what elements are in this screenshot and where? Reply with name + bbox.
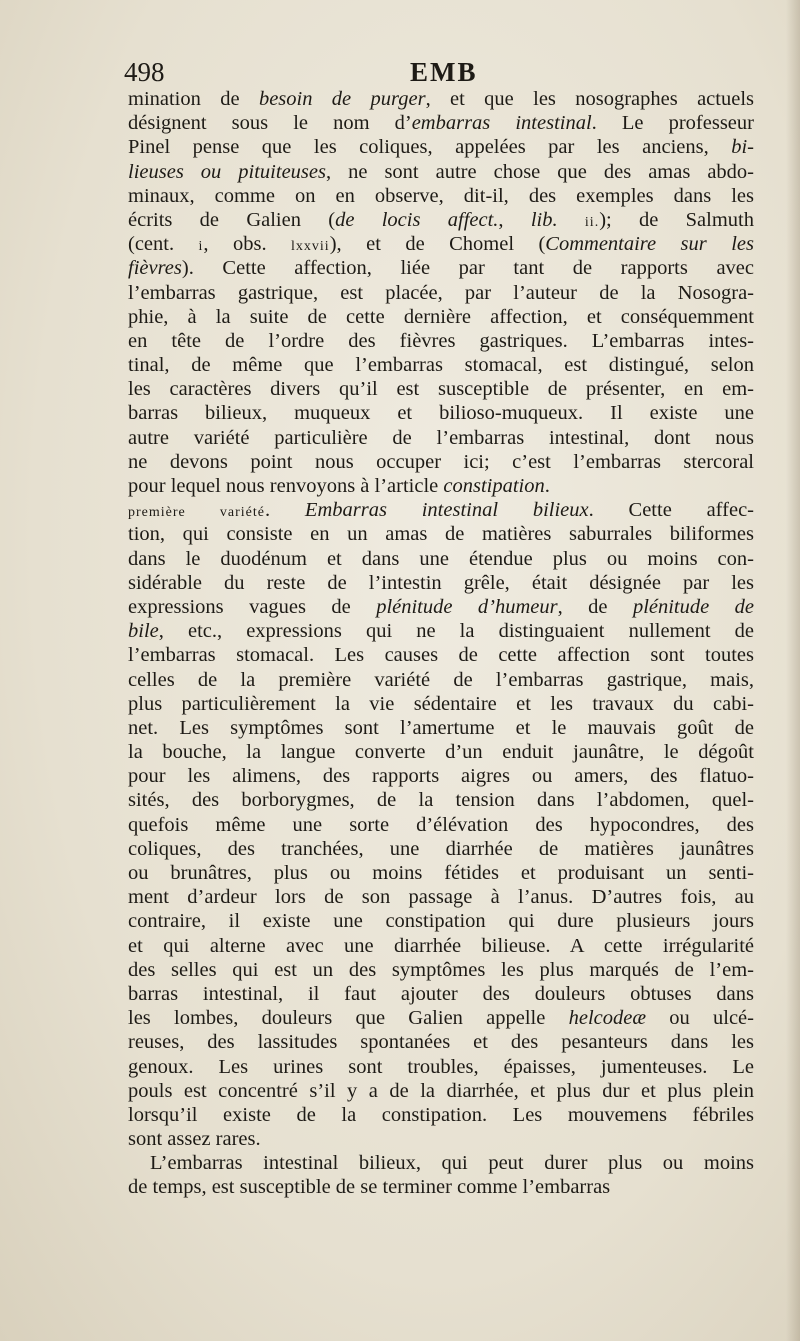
text-span: dans le duodénum et dans une étendue plus ou moins con-: [128, 547, 754, 570]
text-span: reuses, des lassitudes spontanées et des pesanteurs dans les: [128, 1031, 754, 1054]
text-line: [128, 692, 754, 716]
text-span: , de: [557, 595, 633, 618]
text-line: [128, 111, 754, 135]
text-span: sités, des borborygmes, de la tension dans l’abdomen, quel-: [128, 789, 754, 812]
text-span: des selles qui est un des symptômes les plus marqués de l’em-: [128, 958, 754, 981]
text-line: [128, 740, 754, 764]
text-span: , et que les nosographes actuels: [425, 88, 754, 110]
italic-text: fièvres: [128, 257, 182, 280]
text-line: [128, 788, 754, 812]
text-line: [128, 329, 754, 353]
italic-text: bi-: [731, 136, 754, 159]
text-span: sidérable du reste de l’intestin grêle, était désignée par les: [128, 571, 754, 594]
text-span: Pinel pense que les coliques, appelées par les anciens,: [128, 136, 732, 159]
italic-text: lieuses ou pituiteuses: [128, 160, 326, 183]
text-line: [128, 861, 754, 885]
text-span: [558, 209, 585, 231]
text-span: . Le professeur: [591, 112, 754, 135]
text-line: [128, 668, 754, 692]
text-line: [128, 643, 754, 667]
page-number: 498: [124, 57, 165, 87]
text-line: [128, 87, 754, 111]
italic-text: Embarras intestinal bilieux: [304, 499, 589, 522]
text-span: ); de Salmuth: [599, 208, 754, 231]
text-line: [128, 1127, 754, 1151]
italic-text: bile: [128, 620, 159, 643]
text-span: en tête de l’ordre des fièvres gastriques. L’embarras intes-: [128, 329, 754, 352]
text-span: phie, à la suite de cette dernière affection, et conséquemment: [128, 305, 754, 328]
small-caps-text: première variété: [128, 505, 265, 521]
text-line: [128, 160, 754, 184]
text-line: [128, 1175, 754, 1199]
text-span: ne devons point nous occuper ici; c’est l’embarras stercoral: [128, 450, 754, 473]
text-span: l’embarras stomacal. Les causes de cette affection sont toutes: [128, 644, 754, 667]
text-line: [128, 1103, 754, 1127]
text-span: désignent sous le nom d’: [128, 112, 412, 135]
text-span: quefois même une sorte d’élévation des hypocondres, des: [128, 813, 754, 836]
text-line: [128, 208, 754, 232]
text-line: [128, 716, 754, 740]
text-line: [128, 232, 754, 256]
text-span: ou ulcé-: [646, 1007, 754, 1030]
text-line: [128, 135, 754, 159]
page-header: [124, 52, 754, 92]
italic-text: embarras intestinal: [411, 112, 592, 135]
text-line: [128, 934, 754, 958]
italic-text: constipation: [443, 475, 545, 497]
text-line: [128, 184, 754, 208]
text-span: (cent.: [128, 233, 199, 256]
text-span: celles de la première variété de l’embarras gastrique, mais,: [128, 668, 754, 691]
italic-text: helcodeæ: [568, 1007, 647, 1030]
text-line: [128, 885, 754, 909]
italic-text: de locis affect.: [335, 208, 499, 231]
text-line: [128, 813, 754, 837]
text-span: . Cette affec-: [588, 499, 754, 522]
text-span: les lombes, douleurs que Galien appelle: [128, 1007, 569, 1030]
text-line: [128, 256, 754, 280]
running-head: EMB: [410, 57, 478, 87]
italic-text: plénitude de: [632, 595, 754, 618]
text-line: [128, 426, 754, 450]
text-line: [128, 498, 754, 522]
text-span: de temps, est susceptible de se terminer comme l’embarras: [128, 1176, 611, 1199]
text-line: [128, 595, 754, 619]
text-span: mination de: [128, 88, 259, 110]
text-span: et qui alterne avec une diarrhée bilieuse. A cette irrégularité: [128, 934, 754, 957]
text-span: .: [265, 499, 305, 522]
text-line: [128, 1151, 754, 1175]
text-span: ment d’ardeur lors de son passage à l’anus. D’autres fois, au: [128, 886, 754, 909]
text-span: contraire, il existe une constipation qui dure plusieurs jours: [128, 910, 754, 933]
text-span: net. Les symptômes sont l’amertume et le mauvais goût de: [128, 716, 754, 739]
text-span: la bouche, la langue converte d’un enduit jaunâtre, le dégoût: [128, 741, 754, 764]
text-span: coliques, des tranchées, une diarrhée de matières jaunâtres: [128, 837, 754, 860]
text-span: pour lequel nous renvoyons à l’article: [128, 475, 444, 497]
text-span: pour les alimens, des rapports aigres ou amers, des flatuo-: [128, 765, 754, 788]
text-span: , obs.: [203, 233, 292, 256]
text-span: barras intestinal, il faut ajouter des douleurs obtuses dans: [128, 982, 754, 1005]
text-span: pouls est concentré s’il y a de la diarrhée, et plus dur et plus plein: [128, 1079, 754, 1102]
text-line: [128, 281, 754, 305]
page-edge-shadow: [786, 0, 800, 1341]
italic-text: plénitude d’humeur: [376, 595, 558, 618]
text-span: ,: [498, 208, 531, 231]
small-caps-text: i: [198, 239, 204, 255]
text-line: [128, 450, 754, 474]
text-span: tion, qui consiste en un amas de matières saburrales biliformes: [128, 523, 754, 546]
text-line: [128, 1030, 754, 1054]
text-span: ), et de Chomel (: [329, 233, 546, 256]
text-line: [128, 1055, 754, 1079]
text-line: [128, 353, 754, 377]
text-span: sont assez rares.: [128, 1128, 261, 1151]
text-line: [128, 474, 754, 498]
text-line: [128, 571, 754, 595]
text-span: , ne sont autre chose que des amas abdo-: [325, 160, 754, 183]
italic-text: Commentaire sur les: [545, 233, 754, 256]
text-span: autre variété particulière de l’embarras intestinal, dont nous: [128, 426, 754, 449]
text-span: l’embarras gastrique, est placée, par l’auteur de la Nosogra-: [128, 281, 754, 304]
italic-text: lib.: [530, 208, 558, 231]
text-span: expressions vagues de: [128, 595, 377, 618]
text-span: ). Cette affection, liée par tant de rapports avec: [181, 257, 754, 280]
text-span: tinal, de même que l’embarras stomacal, est distingué, selon: [128, 354, 754, 377]
text-span: ou brunâtres, plus ou moins fétides et produisant un senti-: [128, 862, 754, 884]
text-line: [128, 837, 754, 861]
text-span: écrits de Galien (: [128, 208, 336, 231]
text-span: plus particulièrement la vie sédentaire et les travaux du cabi-: [128, 692, 754, 715]
text-span: lorsqu’il existe de la constipation. Les mouvemens fébriles: [128, 1103, 754, 1126]
text-line: [128, 377, 754, 401]
text-line: [128, 1079, 754, 1103]
small-caps-text: lxxvii: [291, 239, 330, 255]
text-span: les caractères divers qu’il est susceptible de présenter, en em-: [128, 378, 754, 401]
text-line: [128, 305, 754, 329]
text-span: L’embarras intestinal bilieux, qui peut durer plus ou moins: [150, 1152, 754, 1175]
text-line: [128, 401, 754, 425]
small-caps-text: ii.: [584, 214, 600, 230]
text-line: [128, 547, 754, 571]
text-span: , etc., expressions qui ne la distinguaient nullement de: [158, 620, 754, 643]
italic-text: besoin de purger: [258, 88, 426, 110]
text-span: genoux. Les urines sont troubles, épaisses, jumenteuses. Le: [128, 1055, 754, 1078]
text-span: barras bilieux, muqueux et bilioso-muqueux. Il existe une: [128, 402, 754, 425]
text-span: minaux, comme on en observe, dit-il, des exemples dans les: [128, 184, 754, 207]
text-line: [128, 982, 754, 1006]
body-text: [128, 87, 754, 1200]
text-line: [128, 1006, 754, 1030]
text-line: [128, 522, 754, 546]
text-span: .: [544, 475, 550, 497]
text-line: [128, 909, 754, 933]
text-line: [128, 958, 754, 982]
text-line: [128, 619, 754, 643]
text-line: [128, 764, 754, 788]
